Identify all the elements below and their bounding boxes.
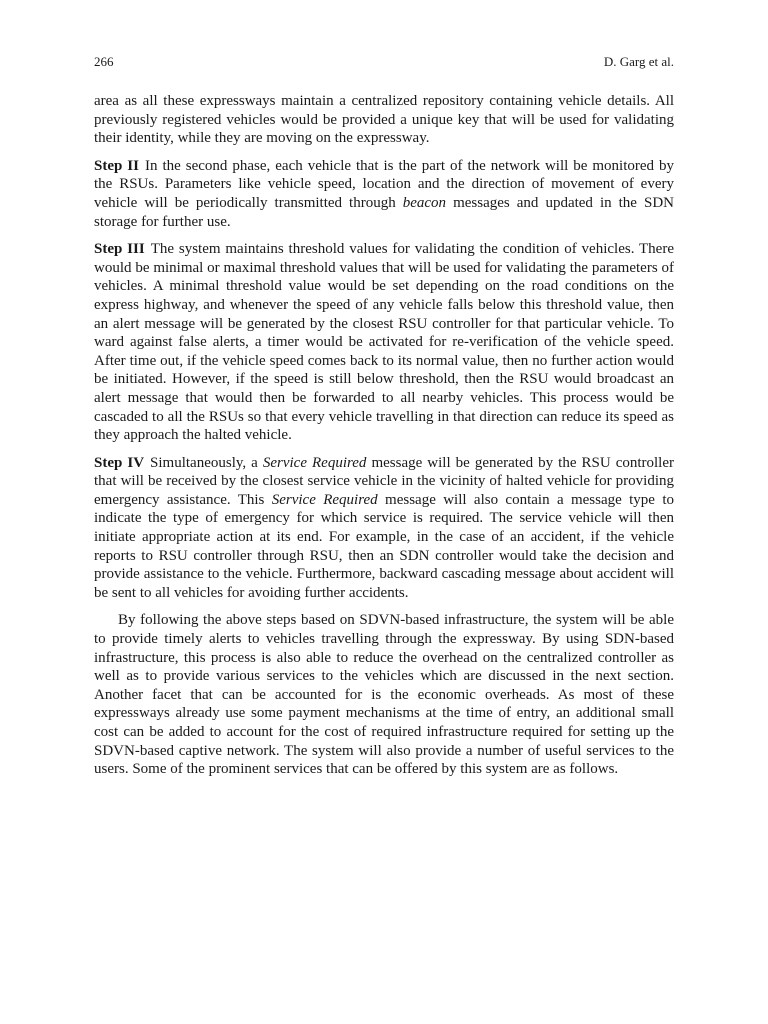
paragraph-summary: By following the above steps based on SDVN-based infrastructure, the system will be able to provide timely alerts to vehicles travelling through the expressway. By using SDN-based infrastructure, this process is also able to reduce the overhead on the centralized controller as well as to provide various services to the vehicles which are discussed in the next section. Another facet that can be accounted for is the economic overheads. As most of these expressways already use some payment mechanisms at the time of entry, an additional small cost can be added to account for the cost of required infrastructure required for setting up the SDVN-based captive network. The system will also provide a number of useful services to the users. Some of the prominent services that can be offered by this system are as follows. [94,612,674,778]
paragraph-step-4 [94,454,674,603]
italic-term: Service Required [262,454,367,471]
step-text: In the second phase, each vehicle that is the part of the network will be monitored by the RSUs. Parameters like vehicle speed, location and the direction of movement of every vehicle will be periodically transmitted through [94,157,675,211]
step-label: Step IV [94,454,145,471]
italic-term: Service Required [271,491,378,508]
step-text: Simultaneously, a [150,454,263,471]
paragraph-step-3 [94,240,674,445]
paragraph-continuation: area as all these expressways maintain a centralized repository containing vehicle details. All previously registered vehicles would be provided a unique key that will be used for validating their identity, while they are moving on the expressway. [94,93,674,147]
step-text: messages and updated in the SDN storage for further use. [94,194,674,230]
step-label: Step III [94,241,145,258]
body-text [94,92,674,788]
step-text: message will be generated by the RSU controller that will be received by the closest service vehicle in the vicinity of halted vehicle for providing emergency assistance. This [94,454,674,508]
step-label: Step II [94,157,139,174]
paragraph-step-2 [94,157,674,231]
step-text: The system maintains threshold values for validating the condition of vehicles. There would be minimal or maximal threshold values that will be used for validating the parameters of vehicles. A minimal threshold value would be set depending on the road conditions on the express highway, and whenever the speed of any vehicle falls below this threshold value, then an alert message will be generated by the closest RSU controller for that particular vehicle. To ward against false alerts, a timer would be activated for re-verification of the vehicle speed. After time out, if the vehicle speed comes back to its normal value, then no further action would be initiated. However, if the speed is still below threshold, then the RSU would broadcast an alert message that would then be forwarded to all nearby vehicles. This process would be cascaded to all the RSUs so that every vehicle travelling in that direction can reduce its speed as they approach the halted vehicle. [94,241,674,444]
italic-term: beacon [402,194,447,211]
step-text: message will also contain a message type to indicate the type of emergency for which service is required. The service vehicle will then initiate appropriate action at its end. For example, in the case of an accident, if the vehicle reports to RSU controller through RSU, then an SDN controller would take the decision and provide assistance to the vehicle. Furthermore, backward cascading message about accident will be sent to all vehicles for avoiding further accidents. [94,491,674,601]
running-header [94,53,674,71]
page-number: 266 [94,54,114,69]
running-head-authors: D. Garg et al. [603,54,674,69]
